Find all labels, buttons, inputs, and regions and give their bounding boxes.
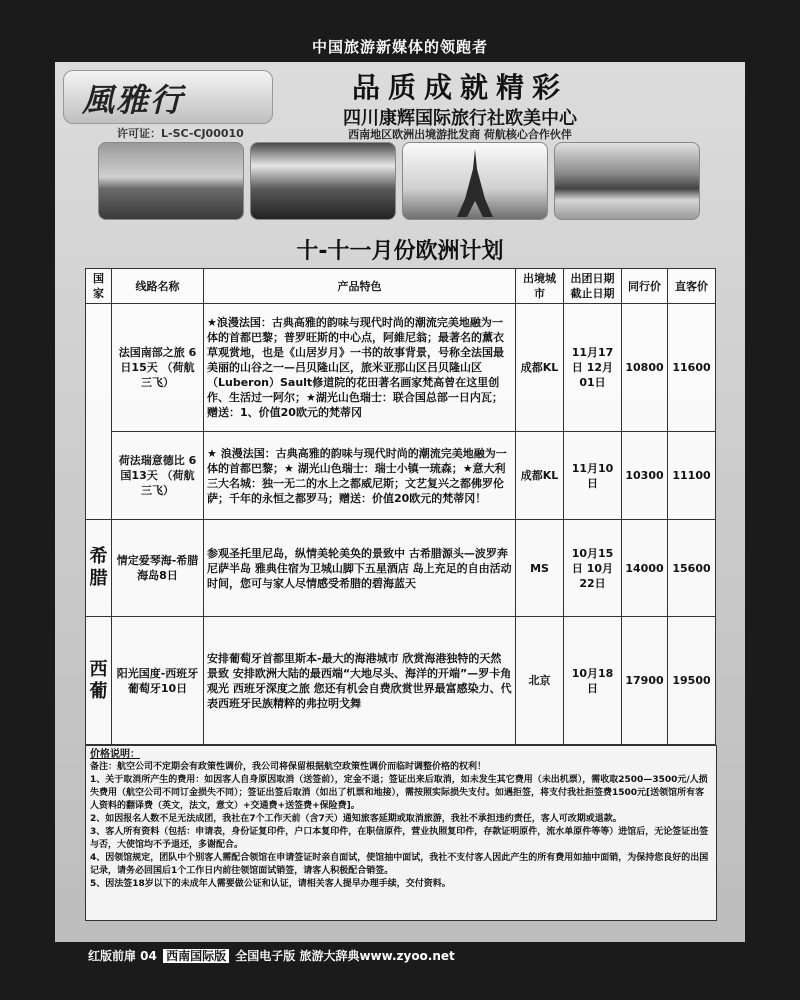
license-number: 许可证：L-SC-CJ00010 (117, 127, 244, 140)
header-route: 线路名称 (112, 269, 204, 304)
tagline: 西南地区欧洲出境游批发商 荷航核心合作伙伴 (348, 128, 572, 141)
notes-title: 价格说明： (90, 749, 140, 760)
footer-site: 全国电子版 旅游大辞典www.zyoo.net (235, 949, 455, 963)
footer-edition: 西南国际版 (163, 949, 229, 963)
route-cell: 法国南部之旅 6日15天 （荷航三飞） (112, 304, 204, 432)
footer-page-label: 红版前扉 04 (88, 949, 157, 963)
header-dates: 出团日期截止日期 (564, 269, 622, 304)
header-features: 产品特色 (204, 269, 516, 304)
features-cell: 参观圣托里尼岛，纵情美轮美奂的景致中 古希腊源头—波罗奔尼萨半岛 雅典住宿为卫城山脚下五星酒店 岛上充足的自由活动时间，您可与家人尽情感受希腊的碧海蓝天 (204, 520, 516, 617)
plan-title: 十-十一月份欧洲计划 (296, 239, 504, 264)
footer (88, 947, 455, 967)
flyer-page (55, 62, 745, 942)
dates-cell: 11月17日 12月01日 (564, 304, 622, 432)
table-row (86, 304, 716, 432)
header-trade-price: 同行价 (622, 269, 668, 304)
trade-price-cell: 10300 (622, 432, 668, 520)
price-notes (85, 745, 717, 921)
note-line: 3、客人所有资料（包括：申请表，身份证复印件，户口本复印件，在职信原件，营业执照复印件，存款证明原件，流水单原件等等）进馆后，无论签证出签与否，大使馆均不予退还，多谢配合。 (90, 827, 709, 850)
dates-cell: 11月10日 (564, 432, 622, 520)
photo-eiffel-tower (402, 142, 548, 220)
table-row (86, 520, 716, 617)
city-cell: 北京 (516, 617, 564, 745)
retail-price-cell: 11100 (668, 432, 716, 520)
photo-village (98, 142, 244, 220)
dates-cell: 10月15日 10月22日 (564, 520, 622, 617)
logo (63, 70, 273, 124)
note-line: 2、如因报名人数不足无法成团，我社在7个工作天前（含7天）通知旅客延期或取消旅游，我社不承担违约责任，客人可改期或退款。 (90, 814, 622, 824)
slogan: 中国旅游新媒体的领跑者 (311, 38, 488, 56)
trade-price-cell: 10800 (622, 304, 668, 432)
headline: 品质成就精彩 (351, 71, 568, 104)
features-cell: ★浪漫法国：古典高雅的韵味与现代时尚的潮流完美地融为一体的首都巴黎；普罗旺斯的中心点，阿維尼翁；最著名的薰衣草观赏地，也是《山居岁月》一书的故事背景，号称全法国最美丽的山谷之一—吕贝隆山区，旅米亚那山区吕贝隆山区（Luberon）Sault修道院的花田著名画家梵高曾在这里创作、生活过一阿尔；★湖光山色瑞士：联合国总部一日内瓦；赠送：1、价值20欧元的梵蒂冈 (204, 304, 516, 432)
country-cell (86, 304, 112, 520)
top-bar (0, 0, 800, 62)
table-row (86, 432, 716, 520)
retail-price-cell: 15600 (668, 520, 716, 617)
note-line: 备注：航空公司不定期会有政策性调价，我公司将保留根据航空政策性调价而临时调整价格的权利！ (90, 762, 487, 772)
note-line: 5、因法签18岁以下的未成年人需要做公证和认证，请相关客人提早办理手续，交付资料。 (90, 879, 451, 889)
retail-price-cell: 11600 (668, 304, 716, 432)
route-cell: 荷法瑞意德比 6国13天 （荷航三飞） (112, 432, 204, 520)
itinerary-table (85, 268, 716, 745)
header-city: 出境城市 (516, 269, 564, 304)
photo-waterfront (554, 142, 700, 220)
country-cell: 希腊 (86, 520, 112, 617)
features-cell: 安排葡萄牙首都里斯本-最大的海港城市 欣赏海港独特的天然景致 安排欧洲大陆的最西端“大地尽头、海洋的开端”—罗卡角观光 西班牙深度之旅 您还有机会自费欣赏世界最富感染力、代表西班牙民族精粹的弗拉明戈舞 (204, 617, 516, 745)
note-line: 1、关于取消所产生的费用：如因客人自身原因取消（送签前），定金不退；签证出来后取消，如未发生其它费用（未出机票），需收取2500—3500元/人损失费用（航空公司不同订金损失不同）；签证出签后取消（如出了机票和地接），需按照实际损失支付。如遇拒签，将支付我社拒签费1500元[送领馆所有客人资料的翻译费（英文，法文，意文）+交通费+送签费+保险费]。 (90, 775, 708, 811)
table-header-row (86, 269, 716, 304)
features-cell: ★ 浪漫法国：古典高雅的韵味与现代时尚的潮流完美地融为一体的首都巴黎；★ 湖光山色瑞士：瑞士小镇一琉森；★意大利三大名城：独一无二的水上之都威尼斯；文艺复兴之都佛罗伦萨；千年的永恒之都罗马；赠送：价值20欧元的梵蒂冈！ (204, 432, 516, 520)
route-cell: 阳光国度-西班牙葡萄牙10日 (112, 617, 204, 745)
country-cell: 西葡 (86, 617, 112, 745)
header-country: 国家 (86, 269, 112, 304)
photo-mountains (250, 142, 396, 220)
retail-price-cell: 19500 (668, 617, 716, 745)
logo-text: 風雅行 (82, 81, 185, 119)
company-name: 四川康辉国际旅行社欧美中心 (343, 108, 577, 129)
header-retail-price: 直客价 (668, 269, 716, 304)
photo-strip (98, 142, 698, 220)
eiffel-tower-icon (455, 149, 495, 217)
city-cell: 成都KL (516, 304, 564, 432)
dates-cell: 10月18日 (564, 617, 622, 745)
city-cell: MS (516, 520, 564, 617)
trade-price-cell: 17900 (622, 617, 668, 745)
route-cell: 情定爱琴海-希腊海岛8日 (112, 520, 204, 617)
note-line: 4、因领馆规定，团队中个别客人需配合领馆在申请签证时亲自面试，使馆抽中面试，我社不支付客人因此产生的所有费用如抽中面销，为保持您良好的出国记录，请务必回国后1个工作日内前往领馆面试销签，请客人积极配合销签。 (90, 853, 709, 876)
trade-price-cell: 14000 (622, 520, 668, 617)
city-cell: 成都KL (516, 432, 564, 520)
table-row (86, 617, 716, 745)
